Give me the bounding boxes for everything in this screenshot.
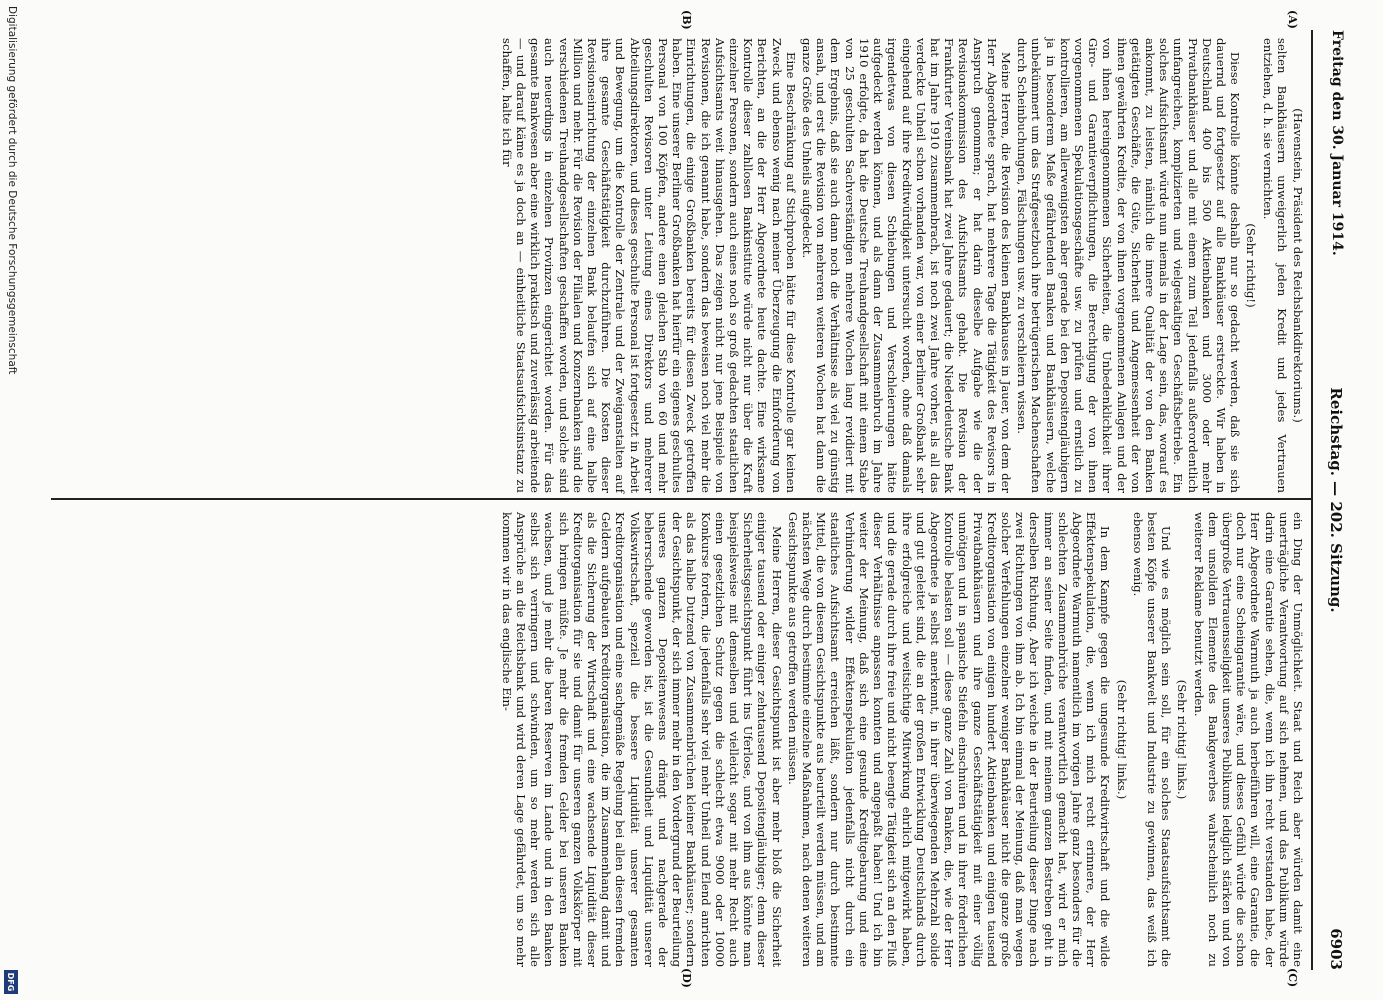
interjection: (Sehr richtig! links.) xyxy=(1175,679,1190,800)
header-title: Reichstag. — 202. Sitzung. xyxy=(1327,387,1345,613)
header-date: Freitag den 30. Januar 1914. xyxy=(1329,30,1345,256)
header-page-number: 6903 xyxy=(1327,928,1345,970)
paragraph: Eine Beschränkung auf Stichproben hätte für diese Kontrolle gar keinen Zweck und ebenso wenig nach meiner Überzeugung die Einforderung von Berichten, an die der Herr Abgeordnete heute dachte. Eine wirksame Kontrolle dieser zahllosen Bankinstitute würde nicht nur über die Kraft einzelner Personen, sondern auch eines noch so groß gedachten staatlichen Aufsichtsamts weit hinausgehen. Das zeigen nicht nur jene Beispiele von Revisionen, die ich genannt habe, sondern das beweisen noch viel mehr die Einrichtungen, die einige Großbanken bereits für diesen Zweck getroffen haben. Eine unserer Berliner Großbanken hat hierfür ein eigenes geschultes Personal von 100 Köpfen, andere einen gleichen Stab von 60 und mehr geschulten Revisoren unter Leitung eines Direktors und mehrerer Abteilungsdirektoren, und dieses geschulte Personal ist fortgesetzt in Arbeit und Bewegung, um die Kontrolle der Zentrale und der Zweiganstalten auf ihre gesamte Geschäftstätigkeit durchzuführen. Die Kosten dieser Revisionseinrichtung der einzelnen Bank belaufen sich auf eine halbe Million und mehr. Für die Revision der Filialen und Konzernbanken sind die verschiedenen Treuhandgesellschaften geschaffen worden, und solche sind auch neuerdings in einzelnen Provinzen eingerichtet worden. Für das gesamte Bankwesen aber eine wirklich praktisch und zuverlässig arbeitende — und darauf käme es ja doch an — einheitliche Staatsaufsichtsinstanz zu schaffen, halte ich für xyxy=(499,38,798,493)
paragraph: ein Ding der Unmöglichkeit. Staat und Reich aber würden damit eine unerträgliche Verantwortung auf sich nehmen, und das Publikum würde darin eine Garantie sehen, die, wenn ich ihn recht verstanden habe, der Herr Abgeordnete Warmuth ja auch herbeiführen will, eine Garantie, die doch nur eine Scheingarantie wäre, und dieses Gefühl würde die schon übergroße Vertrauensseligkeit unseres Publikums lediglich stärken und von dem unsoliden Elemente des Bankgewerbes wahrscheinlich noch zu weiterer Reklame benutzt werden. xyxy=(1191,512,1305,967)
dfg-logo: DFG xyxy=(4,970,18,994)
interjection: (Sehr richtig! links.) xyxy=(1114,679,1129,800)
paragraph: Meine Herren, dieser Gesichtspunkt ist aber mehr bloß die Sicherheit einiger tausend oder einiger zehntausend Depositengläubiger; denn dieser Sicherheitsgesichtspunkt führt ins Uferlose, und von ihm aus könnte man beispielsweise mit demselben und vielleicht sogar mit mehr Recht auch einen gesetzlichen Schutz gegen die schlecht etwa 9000 oder 10000 Konkurse fordern, die jedenfalls sehr viel mehr Unheil und Elend anrichten als das halbe Dutzend von Zusammenbrüchen kleiner Bankhäuser; sondern der Gesichtspunkt, der sich immer mehr in den Vordergrund der Beurteilung unseres ganzen Depositenwesens drängt und nachgerade der beherrschende geworden ist, ist die Gesundheit und Liquidität unserer Volkswirtschaft, speziell die bessere Liquidität unserer gesamten Kreditorganisation und eine sachgemäße Regelung bei allen diesen fremden Geldern aufgebauten Kreditorganisation, die im Zusammenhang damit und als die Sicherung der Wirtschaft und eine wachsende Liquidität dieser Kreditorganisation für sie und damit für unseren ganzen Volkskörper mit sich bringen müßte. Je mehr die fremden Gelder bei unseren Banken wachsen, und je mehr die baren Reserven im Lande und in den Banken selbst sich verringern und schwinden, um so mehr werden sich alle Ansprüche an die Reichsbank und wird deren Lage gefährdet, um so mehr kommen wir in das englische Ein- xyxy=(499,512,784,967)
margin-mark-c: (C) xyxy=(1286,968,1299,988)
margin-mark-b: (B) xyxy=(680,10,693,30)
right-text-column xyxy=(498,512,1305,967)
page-header xyxy=(1315,30,1375,970)
digitization-footer xyxy=(0,0,26,1000)
paragraph: selten Bankhäusern unweigerlich jeden Kredit und jedes Vertrauen entziehen, d. h. sie vernichten. xyxy=(1260,38,1289,493)
paragraph: Diese Kontrolle könnte deshalb nur so gedacht werden, daß sie sich dauernd und fortgesetzt auf alle Bankhäuser erstreckte. Wir haben in Deutschland 400 bis 500 Aktienbanken und 3000 oder mehr Privatbankhäuser und alle mit einem zum Teil jedenfalls außerordentlich umfangreichen, komplizierten und vielgestaltigen Geschäftsbetriebe. Ein solches Aufsichtsamt würde nun niemals in der Lage sein, das, worauf es ankommt, zu leisten, nämlich die innere Qualität der von den Banken getätigten Geschäfte, die Güte, Sicherheit und Angemessenheit der von ihnen gewährten Kredite, der von ihnen vorgenommenen Anlagen und der von ihnen hereingenommenen Sicherheiten, die Unbedenklichkeit ihrer Giro- und Garantieverpflichtungen, die Berechtigung der von ihnen vorgenommenen Spekulationsgeschäfte usw. zu prüfen und ernstlich zu kontrollieren, am allerwenigsten aber gerade bei den Depositengläubigern ja in besonderem Maße gefährdenden Banken und Bankhäusern, welche unbekümmert um das Strafgesetzbuch ihre betrügerischen Machenschaften durch Scheinbuchungen, Fälschungen usw. zu verschleiern wissen. xyxy=(1015,38,1243,493)
speaker-line: (Havenstein, Präsident des Reichsbankdirektoriums.) xyxy=(1291,108,1305,423)
header-rule xyxy=(1311,30,1313,970)
paragraph: Meine Herren, die Revision des kleinen Bankhauses in Jauer, von dem der Herr Abgeordnete sprach, hat mehrere Tage die Tätigkeit des Revisors in Anspruch genommen; er hat darin dieselbe Aufgabe wie die der Revisionskommission des Aufsichtsamts gehabt. Die Revision der Frankfurter Vereinsbank hat zwei Jahre gedauert; die Niederdeutsche Bank hat im Jahre 1910 zusammenbrach, ist noch zwei Jahre vorher, als all das verdeckte Unheil schon vorhanden war, von einer Berliner Großbank sehr eingehend auf ihre Kreditwürdigkeit untersucht worden, ohne daß damals irgendetwas von diesen Schiebungen und Verschleierungen hätte aufgedeckt werden können, und als dann der Zusammenbruch im Jahre 1910 erfolgte, da hat die Deutsche Treuhandgesellschaft mit einem Stabe von 25 geschulten Sachverständigen mehrere Wochen lang revidiert mit dem Ergebnis, daß sie auch dann noch die Verhältnisse als viel zu günstig ansah, und erst die Revision von mehreren weiteren Wochen hat dann die ganze Größe des Unheils aufgedeckt. xyxy=(800,38,1013,493)
margin-mark-a: (A) xyxy=(1286,10,1299,29)
digitization-credit: Digitalisierung gefördert durch die Deutsche Forschungsgemeinschaft xyxy=(6,6,18,375)
paragraph: In dem Kampfe gegen die ungesunde Kreditwirtschaft und die wilde Effektenspekulation, die, wenn ich mich recht erinnere, der Herr Abgeordnete Warmuth namentlich im vorigen Jahre ganz besonders für die schlechten Zusammenbrüche verantwortlich gemacht hat, wird er mich immer an seiner Seite finden, und mit meinem ganzen Bestreben geht in derselben Richtung. Aber ich weiche in der Beurteilung dieser Dinge nach zwei Richtungen von ihm ab. Ich bin einmal der Meinung, daß man wegen solcher Verfehlungen einzelner weniger Bankhäuser nicht die ganze große Kreditorganisation von einigen hundert Aktienbanken und einigen tausend Privatbankhäusern und ihre ganze Geschäftstätigkeit mit einer völlig unnötigen und in spanische Stiefeln einschnüren und in ihrer förderlichen Kontrolle belasten soll — diese ganze Zahl von Banken, die, wie der Herr Abgeordnete ja selbst anerkennt, in ihrer überwiegenden Mehrzahl solide und gut geleitet sind, die an der großen Entwicklung Deutschlands durch ihre erfolgreiche und weitsichtige Mitwirkung ehrlich mitgewirkt haben, und die gerade durch ihre freie und nicht beengte Tätigkeit sich an den Fluß dieser Verhältnisse anpassen konnten und angepaßt haben! Und ich bin weiter der Meinung, daß sich eine gesunde Kreditgebarung und eine Verhinderung wilder Effektenspekulation jedenfalls nicht durch ein staatliches Aufsichtsamt erreichen läßt, sondern nur durch bestimmte Mittel, die von diesem Gesichtspunkte aus beurteilt werden müssen, und am nächsten Wege durch bestimmte einzelne Maßnahmen, nach denen weiteren Gesichtspunkte aus getroffen werden müssen. xyxy=(785,512,1113,967)
interjection: (Sehr richtig!) xyxy=(1244,223,1259,308)
margin-mark-d: (D) xyxy=(680,968,693,988)
paragraph: Und wie es möglich sein soll, für ein solches Staatsaufsichtsamt die besten Köpfe unserer Bankwelt und Industrie zu gewinnen, das weiß ich ebenso wenig. xyxy=(1130,512,1174,967)
column-divider xyxy=(51,498,1311,500)
left-text-column xyxy=(498,38,1305,493)
